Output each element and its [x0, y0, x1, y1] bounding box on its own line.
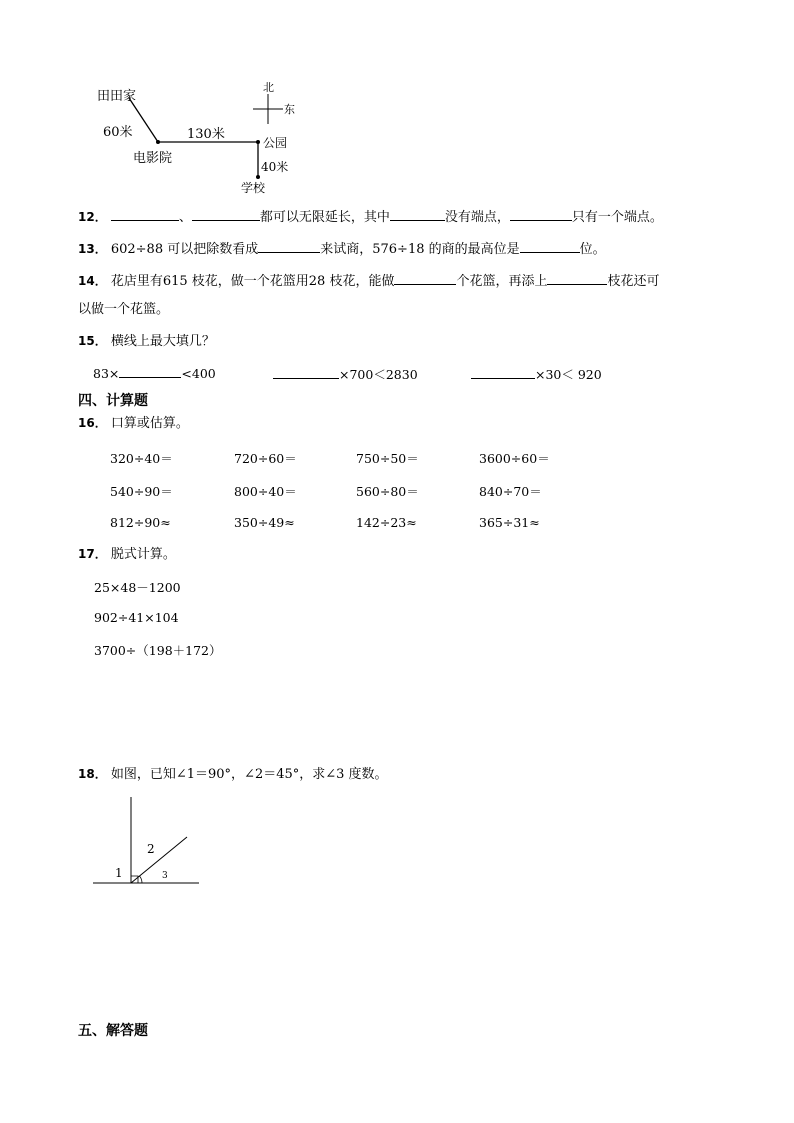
answer-blank[interactable] — [192, 208, 260, 221]
calc-item: 840÷70＝ — [479, 484, 542, 499]
angle-3-label: 3 — [162, 871, 168, 881]
question-text: 个花篮，再添上 — [456, 274, 548, 289]
calc-item: 560÷80＝ — [356, 484, 419, 499]
question-number: 15． — [78, 334, 107, 348]
question-18 — [78, 766, 388, 783]
answer-blank[interactable] — [111, 208, 179, 221]
q15-item-b — [273, 365, 418, 383]
question-text: 口算或估算。 — [110, 416, 189, 431]
answer-blank[interactable] — [471, 366, 535, 379]
q15-item-a — [93, 365, 216, 381]
section-4-heading: 四、计算题 — [78, 393, 148, 409]
calc-item: 800÷40＝ — [234, 484, 297, 499]
question-text: 都可以无限延长，其中 — [259, 210, 390, 225]
answer-blank[interactable] — [390, 208, 445, 221]
question-text: 位。 — [579, 242, 606, 257]
calc-item: 350÷49≈ — [234, 515, 295, 530]
calc-item: 3700÷（198＋172） — [94, 643, 222, 658]
answer-blank[interactable] — [510, 208, 572, 221]
expression-text: <400 — [181, 366, 216, 381]
question-13 — [78, 240, 606, 258]
question-text: 脱式计算。 — [110, 547, 176, 562]
school-point — [256, 175, 260, 179]
calc-item: 812÷90≈ — [110, 515, 171, 530]
calc-item: 902÷41×104 — [94, 610, 179, 625]
cinema-point — [156, 140, 160, 144]
calc-item: 540÷90＝ — [110, 484, 173, 499]
calc-item: 142÷23≈ — [356, 515, 417, 530]
answer-blank[interactable] — [258, 240, 320, 253]
question-14-continued — [78, 302, 169, 318]
route-map-figure — [85, 76, 315, 198]
question-text: 没有端点， — [444, 210, 510, 225]
answer-blank[interactable] — [394, 272, 456, 285]
park-point — [256, 140, 260, 144]
answer-blank[interactable] — [547, 272, 607, 285]
question-text: 横线上最大填几？ — [110, 334, 215, 349]
question-number: 16． — [78, 416, 107, 430]
expression-text: ×700＜2830 — [339, 367, 418, 382]
calc-item: 720÷60＝ — [234, 451, 297, 466]
angle-1-label: 1 — [115, 866, 123, 880]
map-cinema-label: 电影院 — [133, 151, 173, 166]
answer-blank[interactable] — [273, 366, 339, 379]
calc-item: 25×48－1200 — [94, 580, 181, 595]
map-dist-home-label: 60米 — [103, 125, 133, 140]
question-14 — [78, 272, 660, 290]
calc-item: 3600÷60＝ — [479, 451, 550, 466]
compass-north-label: 北 — [263, 81, 274, 94]
calc-item: 750÷50＝ — [356, 451, 419, 466]
compass-east-label: 东 — [284, 103, 295, 116]
map-school-label: 学校 — [241, 181, 266, 195]
home-to-cinema-line — [129, 98, 158, 142]
question-number: 18． — [78, 767, 107, 781]
question-number: 14． — [78, 274, 107, 288]
map-park-label: 公园 — [263, 136, 288, 150]
map-dist-school-label: 40米 — [261, 160, 289, 174]
question-15 — [78, 333, 215, 350]
question-text: 602÷88 可以把除数看成 — [110, 242, 259, 257]
question-number: 17． — [78, 547, 107, 561]
q15-item-c — [471, 365, 602, 383]
separator-text: 、 — [178, 210, 192, 225]
question-number: 12． — [78, 210, 107, 224]
question-text: 如图，已知∠1＝90°，∠2＝45°，求∠3 度数。 — [110, 767, 388, 782]
map-dist-park-label: 130米 — [187, 127, 225, 142]
question-16 — [78, 415, 189, 432]
question-17 — [78, 546, 176, 563]
question-text: 以做一个花篮。 — [78, 302, 170, 317]
question-text: 来试商，576÷18 的商的最高位是 — [320, 242, 520, 257]
map-home-label: 田田家 — [97, 89, 137, 104]
expression-text: ×30＜ 920 — [535, 367, 602, 382]
angle-3-arc — [140, 876, 143, 883]
expression-text: 83× — [93, 366, 120, 381]
angle-figure — [90, 795, 205, 890]
question-text: 花店里有615 枝花，做一个花篮用28 枝花，能做 — [110, 274, 395, 289]
angle-2-label: 2 — [147, 842, 155, 856]
calc-item: 365÷31≈ — [479, 515, 540, 530]
question-text: 只有一个端点。 — [571, 210, 663, 225]
question-12 — [78, 208, 663, 226]
answer-blank[interactable] — [119, 365, 181, 378]
question-number: 13． — [78, 242, 107, 256]
calc-item: 320÷40＝ — [110, 451, 173, 466]
question-text: 枝花还可 — [607, 274, 660, 289]
section-5-heading: 五、解答题 — [78, 1023, 148, 1039]
answer-blank[interactable] — [520, 240, 580, 253]
